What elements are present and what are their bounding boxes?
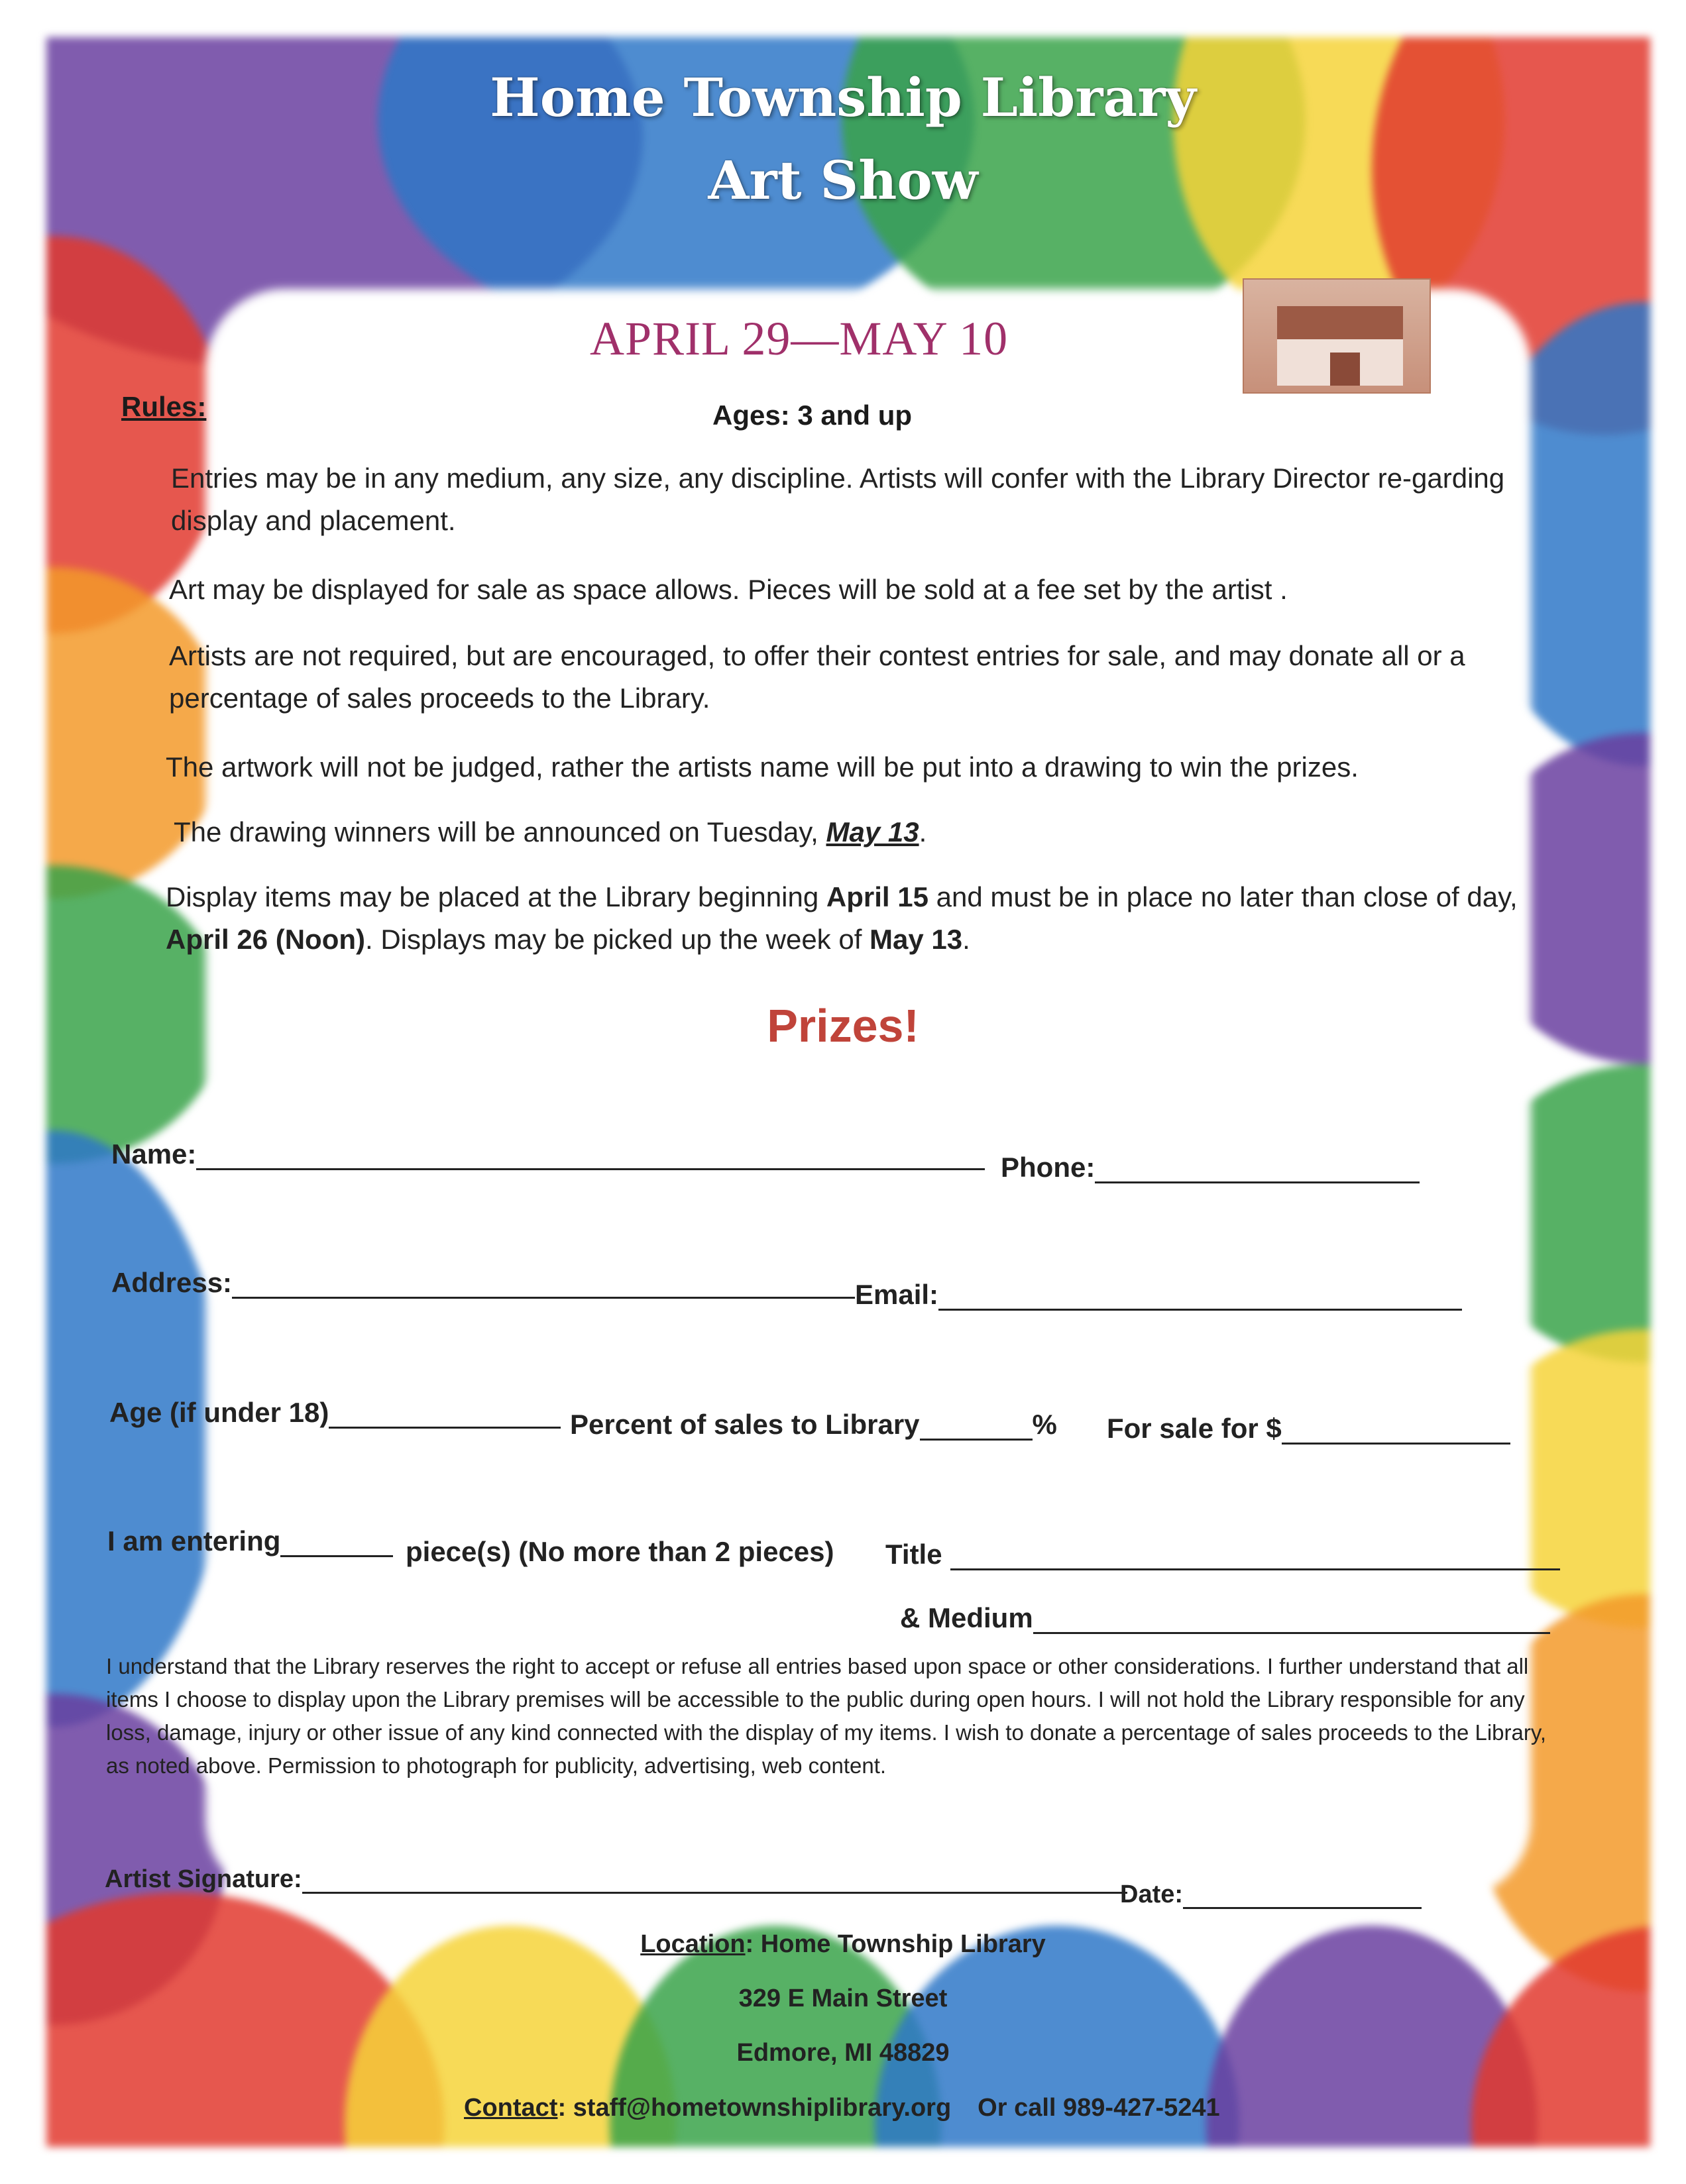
- rule-3: Artists are not required, but are encouraged, to offer their contest entries for sale, and may donate all or a percentage of sales proceeds to the Library.: [169, 640, 1465, 714]
- medium-field[interactable]: & Medium: [900, 1602, 1550, 1634]
- rule-6: Display items may be placed at the Library beginning April 15 and must be in place no later than close of day, April 26 (Noon). Displays may be picked up the week of May 13.: [166, 881, 1518, 955]
- disclaimer-text: I understand that the Library reserves the right to accept or refuse all entries based upon space or other considerations. I further understand that all items I choose to display upon the Library premises will be accessible to the public during open hours. I will not hold the Library responsible for any loss, damage, injury or other issue of any kind connected with the display of my items. I wish to donate a percentage of sales proceeds to the Library, as noted above. Permission to photograph for publicity, advertising, web content.: [106, 1654, 1547, 1778]
- sale-price-field[interactable]: For sale for $: [1107, 1413, 1510, 1445]
- rule-1: Entries may be in any medium, any size, any discipline. Artists will confer with the Library Director re-garding display and placement.: [171, 463, 1505, 536]
- contact-line: Contact: staff@hometownshiplibrary.org Or call 989-427-5241: [464, 2094, 1220, 2122]
- location-street: 329 E Main Street: [738, 1985, 948, 2012]
- title-line-1: Home Township Library: [490, 66, 1196, 129]
- award-date: May 13: [826, 816, 919, 847]
- title-line-2: Art Show: [708, 149, 978, 211]
- contact-email[interactable]: staff@hometownshiplibrary.org: [566, 2094, 952, 2122]
- ages-label: Ages: 3 and up: [712, 400, 913, 431]
- show-dates: APRIL 29—MAY 10: [590, 312, 1009, 365]
- rules-heading: Rules:: [121, 391, 207, 422]
- address-field[interactable]: Address:: [111, 1267, 855, 1299]
- rule-2: Art may be displayed for sale as space allows. Pieces will be sold at a fee set by the artist .: [169, 574, 1288, 605]
- email-field[interactable]: Email:: [855, 1279, 1462, 1311]
- prizes-heading: Prizes!: [767, 1000, 919, 1052]
- pieces-count-field[interactable]: I am entering: [107, 1525, 393, 1557]
- contact-phone: Or call 989-427-5241: [978, 2094, 1220, 2122]
- title-field[interactable]: Title: [885, 1539, 1560, 1570]
- rule-4: The artwork will not be judged, rather the artists name will be put into a drawing to win the prizes.: [166, 751, 1359, 783]
- date-field[interactable]: Date:: [1120, 1881, 1422, 1909]
- signature-field[interactable]: Artist Signature:: [105, 1865, 1127, 1894]
- library-photo: [1243, 278, 1431, 394]
- phone-field[interactable]: Phone:: [1001, 1152, 1420, 1183]
- percent-field[interactable]: Percent of sales to Library %: [570, 1409, 1057, 1440]
- pieces-note: piece(s) (No more than 2 pieces): [406, 1536, 834, 1567]
- rule-5: The drawing winners will be announced on Tuesday, May 13.: [174, 816, 927, 847]
- name-field[interactable]: Name:: [111, 1138, 985, 1170]
- location-city: Edmore, MI 48829: [736, 2039, 950, 2067]
- location-line: Location: Home Township Library: [640, 1930, 1046, 1958]
- age-field[interactable]: Age (if under 18): [109, 1397, 561, 1429]
